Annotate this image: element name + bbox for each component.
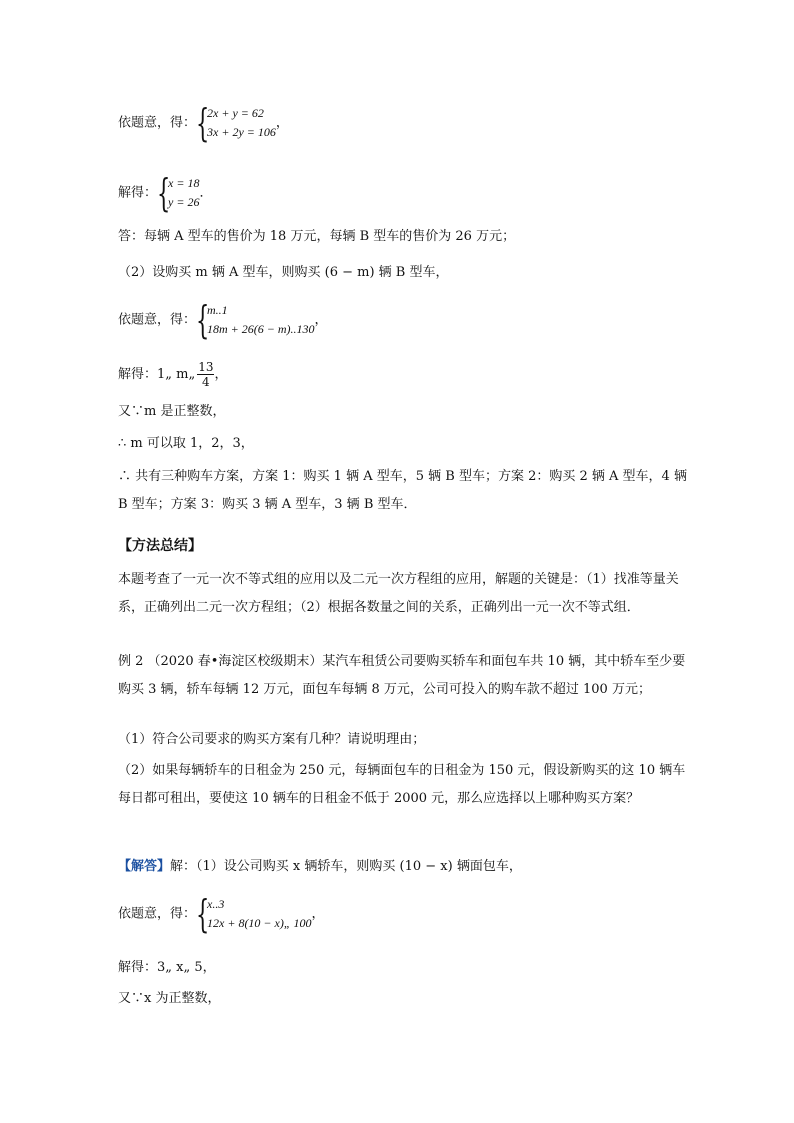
inequality-system	[196, 892, 312, 936]
line-prefix: 依题意，得：	[118, 312, 197, 328]
question-2: （2）如果每辆轿车的日租金为 250 元，每辆面包车的日租金为 150 元，假设新购买的这 10 辆车每日都可租出，要使这 10 辆车的日租金不低于 2000 元，那么应选择以上哪种购买方案？	[118, 763, 686, 806]
punctuation: ，	[311, 906, 325, 922]
equation: y = 26	[168, 195, 200, 209]
brace-icon: {	[196, 101, 210, 145]
example-paragraph: 例 2 （2020 春•海淀区校级期末）某汽车租赁公司要购买轿车和面包车共 10 辆，其中轿车至少要购买 3 辆，轿车每辆 12 万元，面包车每辆 8 万元，公司可投入的购车款不超过 100 万元；	[118, 654, 686, 697]
solution-line-2	[118, 360, 228, 389]
punctuation: ，	[314, 312, 328, 328]
equation: 3x + 2y = 106	[207, 125, 276, 139]
line-prefix: 依题意，得：	[118, 115, 197, 131]
solution-line-1	[118, 171, 213, 215]
line-prefix: 解得：	[118, 185, 158, 201]
inequality: 18m + 26(6 − m)..130	[207, 322, 315, 336]
equation: x = 18	[168, 176, 200, 190]
fraction	[197, 360, 214, 389]
answer-text: 解：（1）设公司购买 x 辆轿车，则购买 (10 − x) 辆面包车，	[170, 859, 522, 874]
solution-line-3: 解得：3„ x„ 5，	[118, 960, 216, 975]
answer-intro	[118, 857, 522, 877]
answer-label: 【解答】	[118, 859, 171, 874]
inequality: 12x + 8(10 − x)„ 100	[207, 916, 312, 930]
inequality-system	[196, 298, 315, 342]
text-line: 又∵x 为正整数，	[118, 991, 221, 1006]
fraction-denominator: 4	[202, 375, 210, 389]
inequality: x..3	[207, 897, 225, 911]
punctuation: ，	[214, 367, 228, 382]
inequality-system-line	[118, 298, 328, 342]
inequality-system-line-2	[118, 892, 325, 936]
text-line: ∴ m 可以取 1，2，3，	[118, 436, 254, 451]
punctuation: ，	[275, 115, 289, 131]
question-1: （1）符合公司要求的购买方案有几种？请说明理由；	[118, 732, 426, 747]
answer-line: 答：每辆 A 型车的售价为 18 万元，每辆 B 型车的售价为 26 万元；	[118, 229, 516, 244]
equation: 2x + y = 62	[207, 106, 264, 120]
fraction-numerator: 13	[198, 360, 214, 374]
conclusion-paragraph: ∴ 共有三种购车方案，方案 1：购买 1 辆 A 型车，5 辆 B 型车；方案 2：购买 2 辆 A 型车，4 辆 B 型车；方案 3：购买 3 辆 A 型车，3 辆 B 型车．	[118, 469, 687, 512]
line-prefix: 依题意，得：	[118, 906, 197, 922]
summary-paragraph: 本题考查了一元一次不等式组的应用以及二元一次方程组的应用，解题的关键是：（1）找准等量关系，正确列出二元一次方程组；（2）根据各数量之间的关系，正确列出一元一次不等式组．	[118, 572, 679, 615]
brace-icon: {	[196, 892, 210, 936]
line-prefix: 解得：1„ m„	[118, 367, 196, 382]
text-line: 又∵m 是正整数，	[118, 404, 226, 419]
section-heading: 【方法总结】	[118, 538, 202, 554]
brace-icon: {	[196, 298, 210, 342]
equation-system	[196, 101, 276, 145]
brace-icon: {	[157, 171, 171, 215]
part-2-setup: （2）设购买 m 辆 A 型车，则购买 (6 − m) 辆 B 型车，	[118, 265, 449, 280]
punctuation: ．	[199, 185, 213, 201]
inequality: m..1	[207, 303, 228, 317]
equation-system-line-1	[118, 101, 289, 145]
equation-system	[157, 171, 200, 215]
